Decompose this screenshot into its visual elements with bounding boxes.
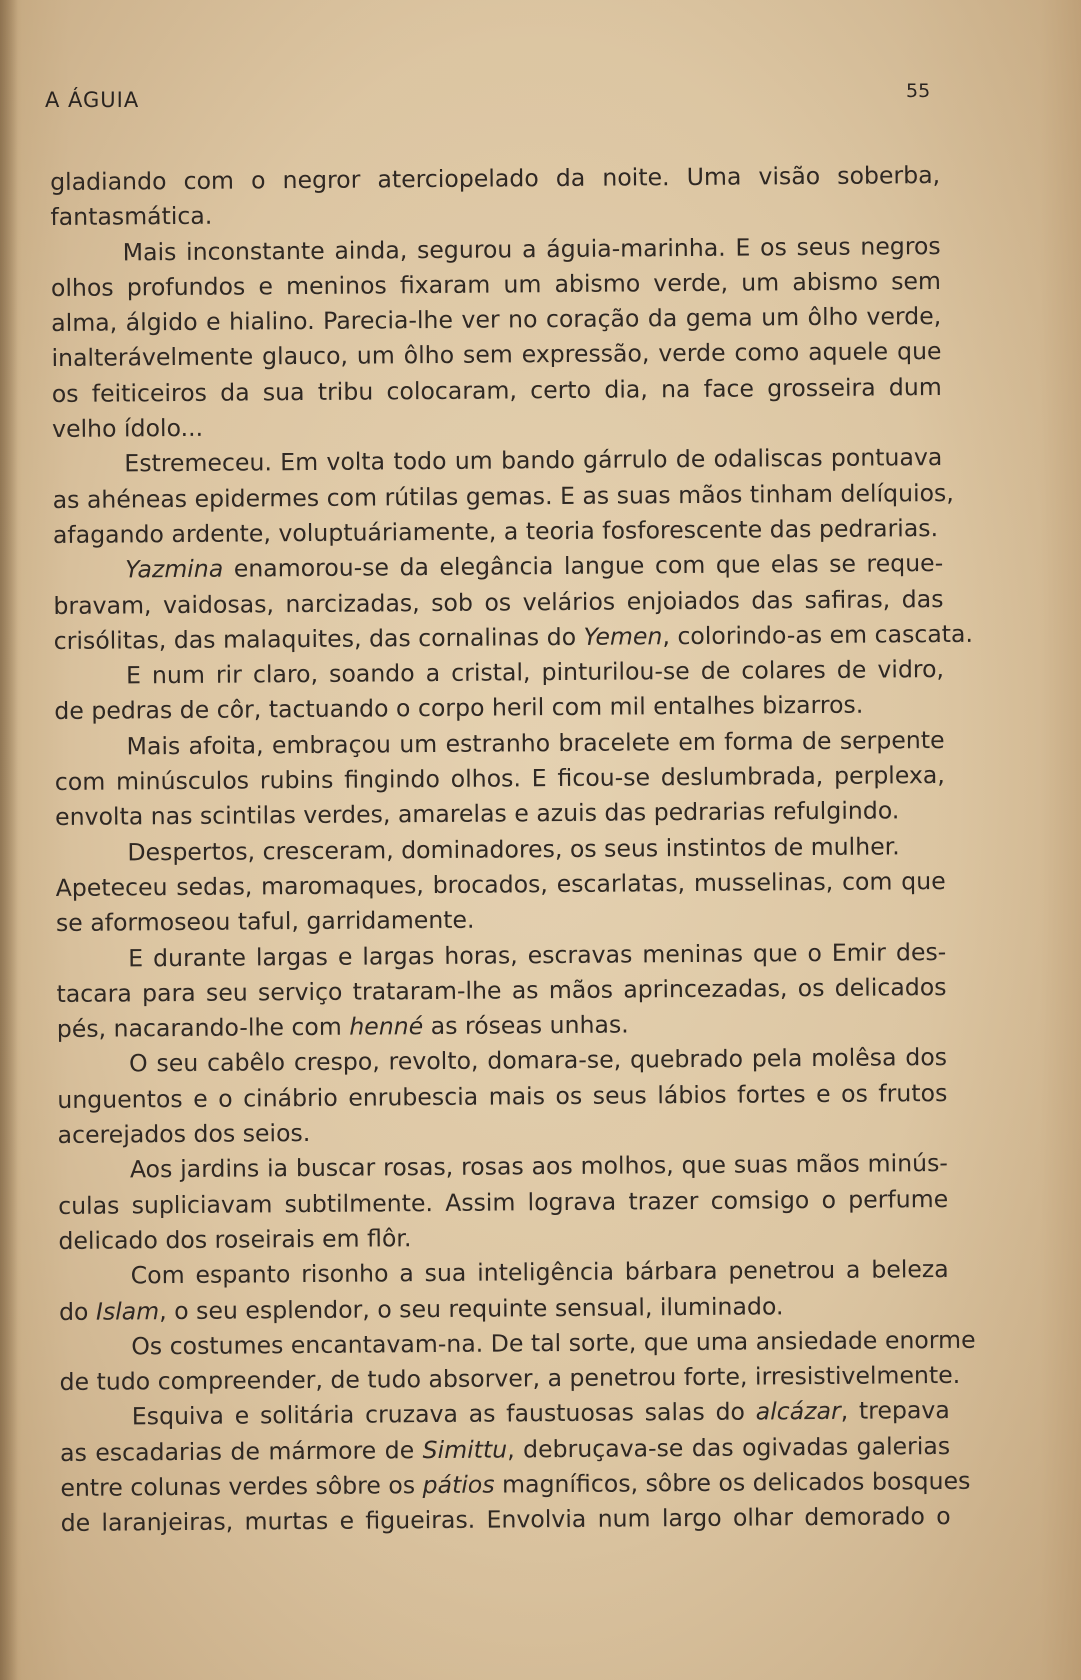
text-line: os feiticeiros da sua tribu colocaram, certo dia, na face grosseira dum	[51, 372, 942, 408]
line-segment: , colorindo-as em cascata.	[662, 619, 974, 651]
line-segment: , trepava	[840, 1396, 950, 1426]
text-line: envolta nas scintilas verdes, amarelas e azuis das pedrarias refulgindo.	[55, 796, 900, 832]
text-line: inalterávelmente glauco, um ôlho sem expressão, verde como aquele que	[51, 337, 942, 373]
text-line: delicado dos roseirais em flôr.	[58, 1224, 412, 1255]
italic-term: alcázar	[755, 1397, 841, 1426]
text-line: E num rir claro, soando a cristal, pinturilou-se de colares de vidro,	[125, 655, 945, 690]
text-line: as ahéneas epidermes com rútilas gemas. E as suas mãos tinham delíquios,	[52, 478, 954, 514]
line-segment: , o seu esplendor, o seu requinte sensual, iluminado.	[159, 1291, 784, 1325]
text-line: afagando ardente, voluptuáriamente, a teoria fosforescente das pedrarias.	[52, 514, 939, 549]
text-line: alma, álgido e hialino. Parecia-lhe ver no coração da gema um ôlho verde,	[51, 302, 942, 338]
text-line: Estremeceu. Em volta todo um bando gárrulo de odaliscas pontuava	[124, 443, 943, 478]
text-line: tacara para seu serviço trataram-lhe as mãos aprincezadas, os delicados	[56, 972, 947, 1008]
italic-term: Islam	[95, 1296, 160, 1326]
line-segment: Esquiva e solitária cruzava as faustuosas salas do	[131, 1397, 756, 1431]
text-line: Mais inconstante ainda, segurou a águia-marinha. E os seus negros	[122, 231, 941, 267]
italic-term: Simittu	[422, 1435, 508, 1464]
text-line: unguentos e o cinábrio enrubescia mais os seus lábios fortes e os frutos	[57, 1078, 948, 1114]
italic-term: henné	[349, 1012, 424, 1041]
text-line: fantasmática.	[50, 202, 213, 232]
text-line: com minúsculos rubins fingindo olhos. E ficou-se deslumbrada, perplexa,	[54, 761, 945, 797]
text-line: gladiando com o negror aterciopelado da noite. Uma visão soberba,	[50, 161, 941, 196]
running-head: A ÁGUIA	[45, 88, 140, 112]
page-gutter-shadow	[0, 0, 18, 1680]
line-segment: as escadarias de mármore de	[60, 1435, 423, 1467]
text-line: Despertos, cresceram, dominadores, os seus instintos de mulher.	[127, 831, 900, 867]
text-line: E durante largas e largas horas, escravas meninas que o Emir des-	[128, 937, 947, 972]
page-number: 55	[906, 80, 931, 102]
line-segment: crisólitas, das malaquites, das cornalinas do	[53, 622, 584, 655]
text-line: acerejados dos seios.	[57, 1119, 311, 1149]
text-line: se aformoseou taful, garridamente.	[55, 905, 475, 938]
text-line: olhos profundos e meninos fixaram um abismo verde, um abismo sem	[50, 266, 942, 302]
text-line: Mais afoita, embraçou um estranho bracelete em forma de serpente	[126, 725, 945, 761]
body-text	[50, 158, 976, 1542]
text-line: bravam, vaidosas, narcizadas, sob os velários enjoiados das safiras, das	[53, 584, 944, 620]
line-segment: do	[58, 1297, 97, 1326]
text-line: velho ídolo...	[51, 413, 204, 444]
text-line: Os costumes encantavam-na. De tal sorte, que uma ansiedade enorme	[131, 1325, 976, 1361]
italic-term: Yemen	[583, 622, 663, 651]
line-segment: as róseas unhas.	[423, 1010, 629, 1041]
line-segment: enamorou-se da elegância langue com que elas se reque-	[223, 549, 944, 583]
italic-term: pátios	[422, 1470, 495, 1500]
italic-term: Yazmina	[125, 554, 224, 584]
text-line: culas supliciavam subtilmente. Assim lograva trazer comsigo o perfume	[58, 1184, 949, 1220]
line-segment: magníficos, sôbre os delicados bosques	[494, 1466, 971, 1499]
line-segment: pés, nacarando-lhe com	[56, 1012, 350, 1044]
text-line: O seu cabêlo crespo, revolto, domara-se, quebrado pela molêsa dos	[128, 1043, 948, 1078]
text-line: Com espanto risonho a sua inteligência bárbara penetrou a beleza	[130, 1255, 949, 1290]
text-line: de laranjeiras, murtas e figueiras. Envolvia num largo olhar demorado o	[60, 1502, 951, 1538]
line-segment: , debruçava-se das ogivadas galerias	[507, 1431, 951, 1464]
text-line: Aos jardins ia buscar rosas, rosas aos molhos, que suas mãos minús-	[129, 1149, 948, 1184]
line-segment: entre colunas verdes sôbre os	[60, 1471, 423, 1502]
text-line: de pedras de côr, tactuando o corpo heril com mil entalhes bizarros.	[54, 691, 864, 726]
text-line: de tudo compreender, de tudo absorver, a penetrou forte, irresistivelmente.	[59, 1360, 961, 1397]
text-line: Apeteceu sedas, maromaques, brocados, escarlatas, musselinas, com que	[55, 866, 946, 902]
